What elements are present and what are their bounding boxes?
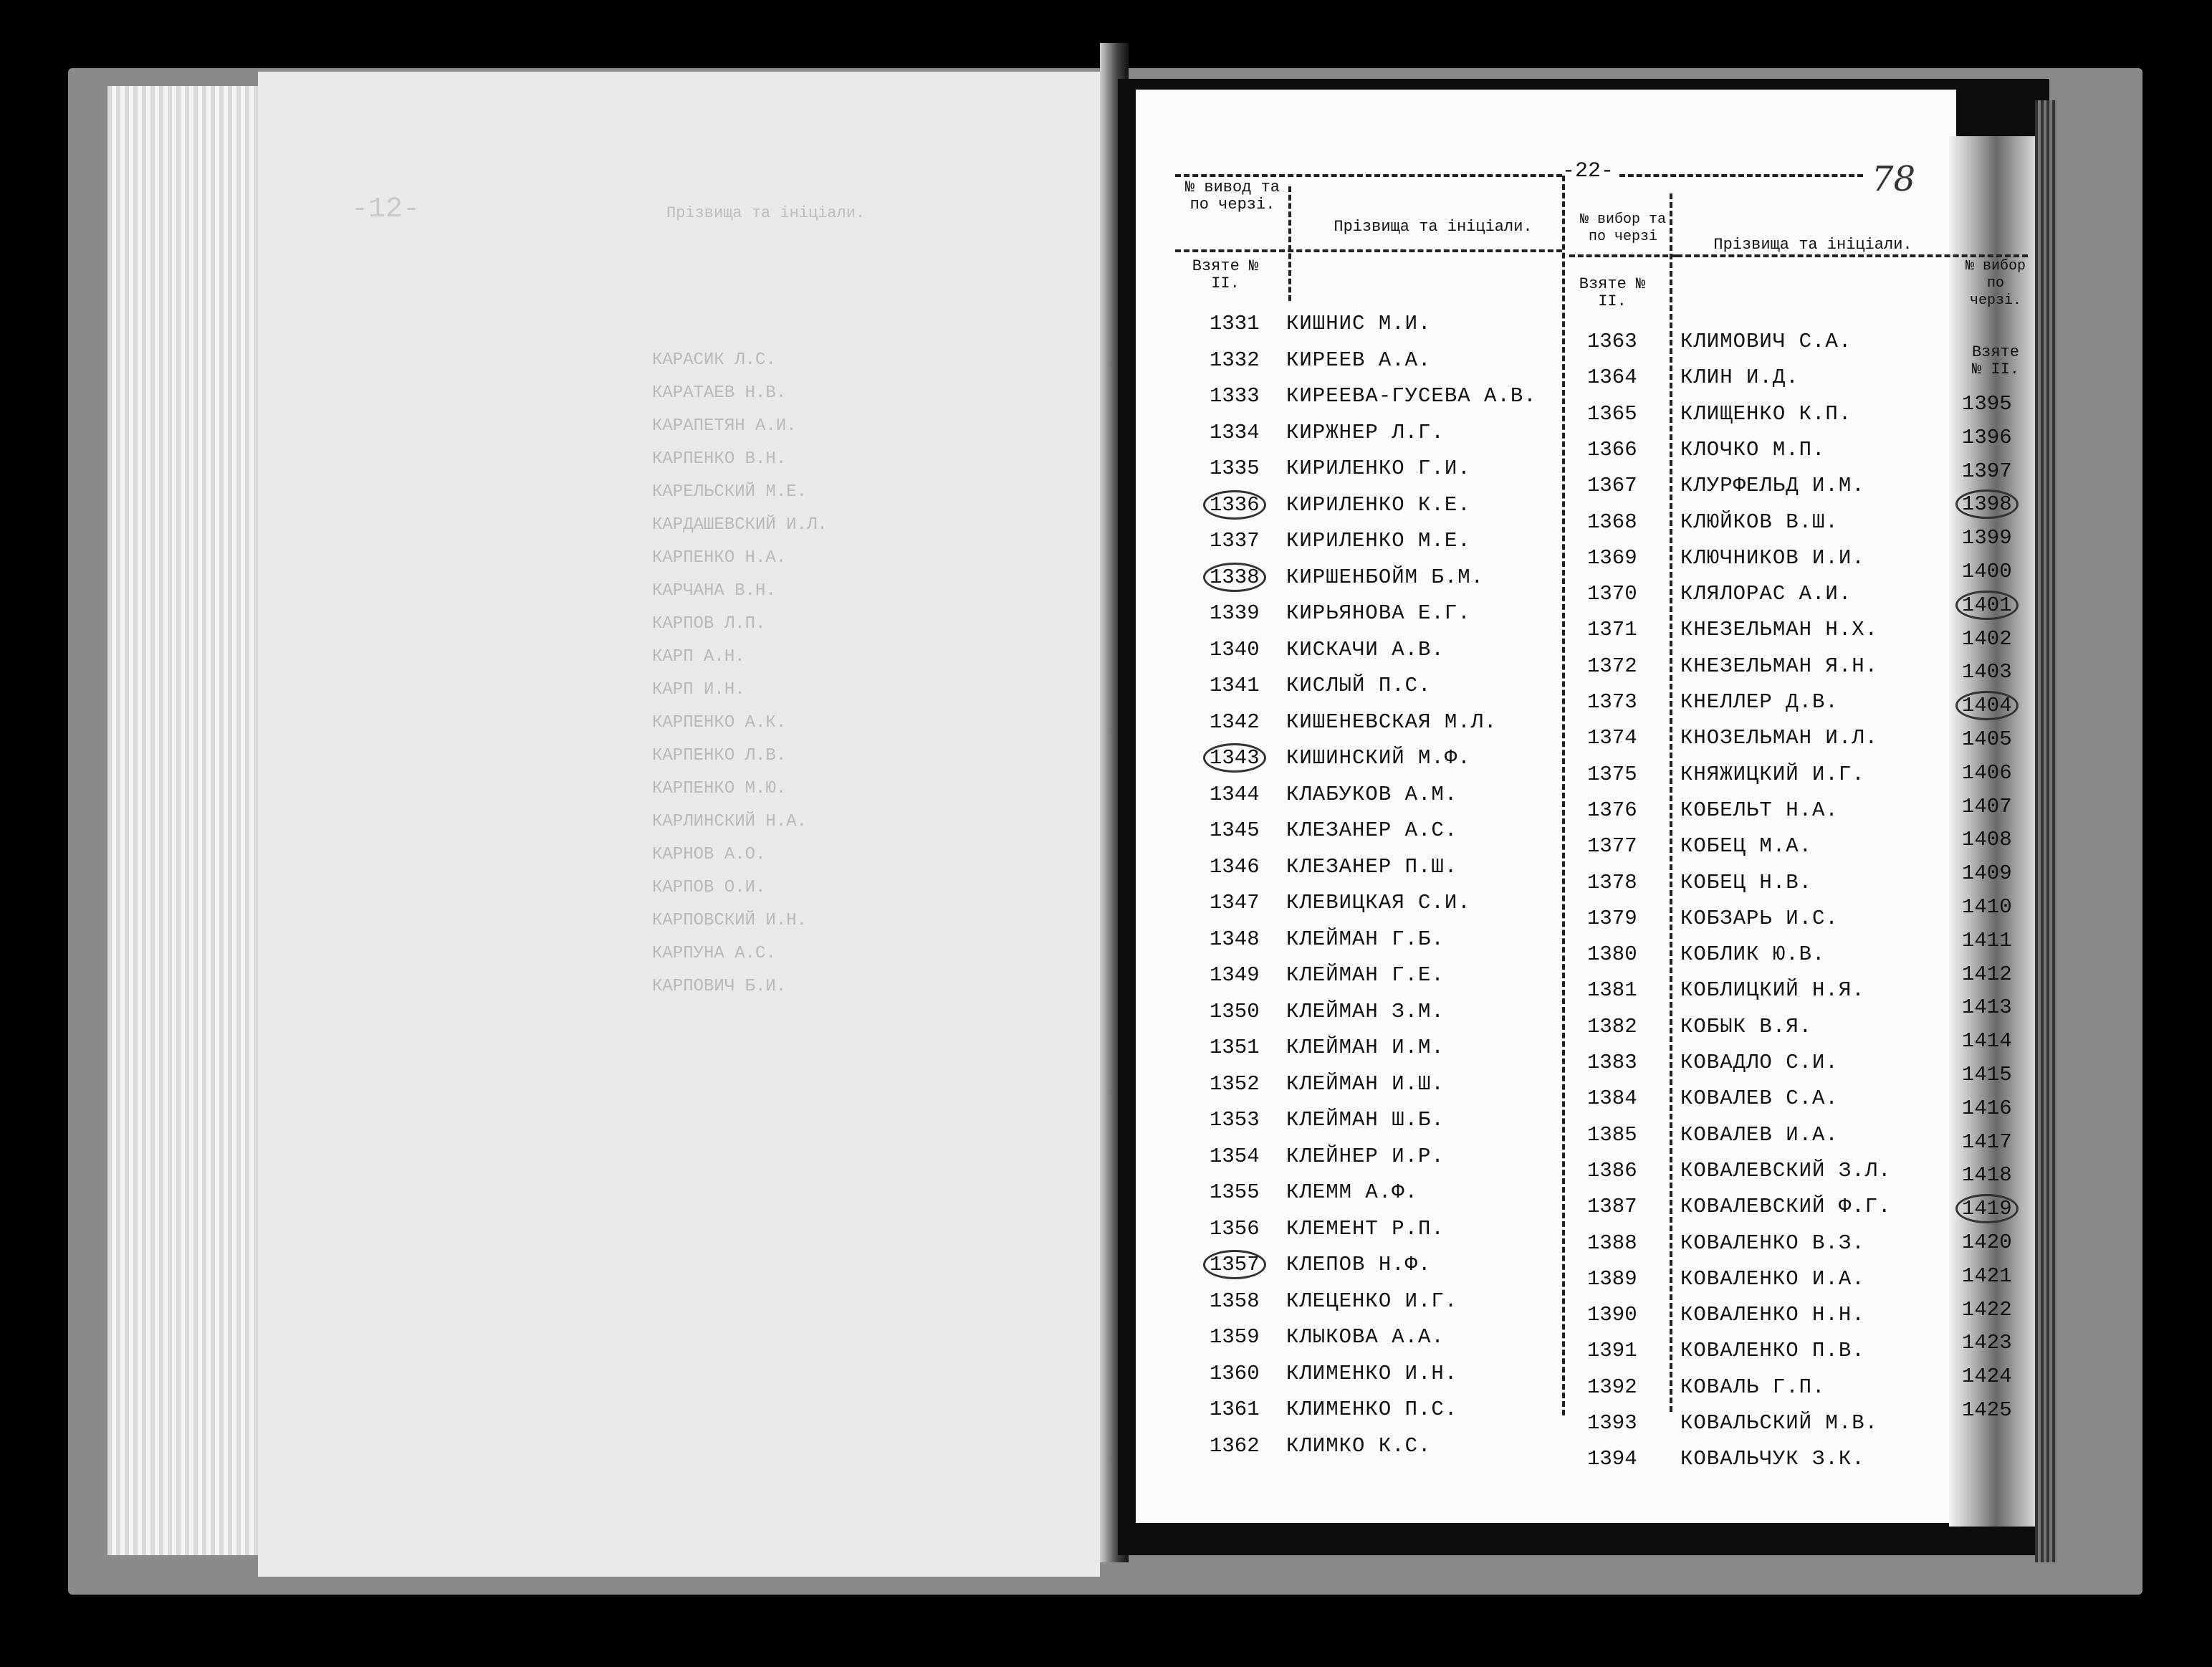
entry-number-text: 1366 xyxy=(1587,437,1637,462)
entry-number xyxy=(1587,1051,1637,1074)
entry-number-text: 1425 xyxy=(1962,1398,2012,1422)
entry-number-text: 1368 xyxy=(1587,510,1637,534)
entry-number xyxy=(1210,1036,1260,1059)
entry-name: КОВАЛЬ Г.П. xyxy=(1680,1375,1826,1399)
middle-divider xyxy=(1562,176,1565,1415)
entry-name: КИШЕНЕВСКАЯ М.Л. xyxy=(1286,710,1498,734)
entry-number xyxy=(1962,1197,2019,1221)
entry-number xyxy=(1587,654,1637,678)
entry-name: КИРИЛЕНКО М.Е. xyxy=(1286,529,1471,553)
ghost-name: КАРАТАЕВ Н.В. xyxy=(652,383,787,403)
entry-number xyxy=(1962,492,2019,516)
circled-entry-number: 1404 xyxy=(1955,691,2019,720)
entry-number-text: 1415 xyxy=(1962,1063,2012,1086)
entry-name: КЛЕММ А.Ф. xyxy=(1286,1180,1419,1204)
entry-name: КНЕЗЕЛЬМАН Н.Х. xyxy=(1680,618,1879,642)
entry-number xyxy=(1587,546,1637,570)
entry-name: КЛЯЛОРАС А.И. xyxy=(1680,582,1852,606)
col1-divider xyxy=(1288,186,1291,301)
entry-name: КЛЕВИЦКАЯ С.И. xyxy=(1286,891,1471,914)
entry-number xyxy=(1587,726,1637,750)
entry-number-text: 1374 xyxy=(1587,726,1637,750)
entry-number-text: 1363 xyxy=(1587,330,1637,353)
header-top-rule-right xyxy=(1619,174,1863,177)
entry-number-text: 1406 xyxy=(1962,760,2012,785)
entry-number xyxy=(1962,694,2019,717)
entry-name: КИСЛЫЙ П.С. xyxy=(1286,674,1432,697)
entry-number-text: 1365 xyxy=(1587,401,1637,426)
entry-number-text: 1395 xyxy=(1962,392,2012,416)
ghost-name: КАРЧАНА В.Н. xyxy=(652,581,776,601)
entry-number-text: 1372 xyxy=(1587,654,1637,678)
entry-number-text: 1332 xyxy=(1210,348,1260,372)
entry-number-text: 1393 xyxy=(1587,1411,1637,1435)
entry-number-text: 1352 xyxy=(1210,1071,1260,1096)
entry-number-text: 1411 xyxy=(1962,928,2012,952)
entry-name: КИШИНСКИЙ М.Ф. xyxy=(1286,746,1471,770)
entry-name: КЛИМКО К.С. xyxy=(1286,1433,1432,1458)
entry-number-text: 1349 xyxy=(1210,963,1260,987)
entry-number xyxy=(1962,1163,2012,1187)
entry-number xyxy=(1587,907,1637,930)
entry-number xyxy=(1210,1108,1260,1132)
entry-number xyxy=(1587,763,1637,786)
entry-number xyxy=(1210,674,1260,697)
circled-entry-number: 1343 xyxy=(1203,743,1266,773)
entry-name: КЛИМЕНКО И.Н. xyxy=(1286,1361,1458,1385)
entry-name: КОВАЛЬСКИЙ М.В. xyxy=(1680,1411,1879,1435)
entry-name: КОВАЛЕВ И.А. xyxy=(1680,1122,1839,1147)
entry-number-text: 1405 xyxy=(1962,727,2012,751)
page-number: -22- xyxy=(1562,159,1614,183)
entry-name: КОБЫК В.Я. xyxy=(1680,1014,1813,1038)
entry-name: КОВАЛЕНКО И.А. xyxy=(1680,1266,1865,1291)
entry-number-text: 1348 xyxy=(1210,927,1260,951)
entry-number xyxy=(1962,963,2012,986)
entry-number-text: 1388 xyxy=(1587,1231,1637,1255)
ghost-name: КАРАПЕТЯН А.И. xyxy=(652,416,797,436)
entry-number-text: 1331 xyxy=(1210,312,1260,335)
entry-number-text: 1412 xyxy=(1962,962,2012,986)
entry-number-text: 1362 xyxy=(1210,1433,1260,1458)
entry-name: КИСКАЧИ А.В. xyxy=(1286,637,1445,661)
entry-number xyxy=(1587,1086,1637,1110)
entry-number xyxy=(1962,1264,2012,1288)
entry-name: КОБЛИЦКИЙ Н.Я. xyxy=(1680,978,1865,1003)
entry-name: КИРЕЕВ А.А. xyxy=(1286,348,1432,372)
entry-number-text: 1396 xyxy=(1962,425,2012,449)
entry-name: КИРЖНЕР Л.Г. xyxy=(1286,420,1445,444)
entry-number-text: 1369 xyxy=(1587,545,1637,570)
entry-number xyxy=(1210,891,1260,914)
entry-name: КИРИЛЕНКО Г.И. xyxy=(1286,457,1471,480)
entry-number xyxy=(1587,1339,1637,1362)
entry-number xyxy=(1962,895,2012,919)
ghost-name: КАРПОВ Л.П. xyxy=(652,614,766,634)
entry-number xyxy=(1210,1289,1260,1313)
circled-entry-number: 1398 xyxy=(1955,489,2019,519)
ghost-name: КАРПЕНКО Н.А. xyxy=(652,548,787,568)
entry-name: КОБЕЦ Н.В. xyxy=(1680,870,1813,894)
entry-number xyxy=(1210,529,1260,553)
entry-number xyxy=(1587,366,1637,389)
entry-number-text: 1347 xyxy=(1210,891,1260,914)
right-page-edges xyxy=(2035,100,2057,1562)
entry-number xyxy=(1587,438,1637,462)
entry-name: КЛЕПОВ Н.Ф. xyxy=(1286,1253,1432,1276)
ghost-name: КАРПОВСКИЙ И.Н. xyxy=(652,911,808,930)
entry-number xyxy=(1587,871,1637,894)
entry-name: КЛЮЙКОВ В.Ш. xyxy=(1680,510,1839,534)
entry-number xyxy=(1587,798,1637,822)
ghost-name: КАРПОВ О.И. xyxy=(652,878,766,897)
entry-number-text: 1409 xyxy=(1962,861,2012,886)
entry-number-text: 1345 xyxy=(1210,818,1260,842)
circled-entry-number: 1336 xyxy=(1203,490,1266,520)
entry-name: КЛУРФЕЛЬД И.М. xyxy=(1680,474,1865,498)
col3-header-sub: Взяте № II. xyxy=(1579,275,1646,310)
entry-name: КЛЮЧНИКОВ И.И. xyxy=(1680,545,1865,570)
entry-number-text: 1407 xyxy=(1962,794,2012,818)
entry-number xyxy=(1962,1029,2012,1053)
entry-number-text: 1379 xyxy=(1587,906,1637,930)
ghost-text-area xyxy=(258,72,1100,1577)
entry-number xyxy=(1962,560,2012,583)
entry-name: КЛЕЗАНЕР А.С. xyxy=(1286,818,1458,842)
entry-number xyxy=(1962,929,2012,952)
entry-number-text: 1400 xyxy=(1962,560,2012,583)
entry-number xyxy=(1210,1000,1260,1023)
entry-number xyxy=(1210,384,1260,408)
entry-number xyxy=(1210,565,1266,589)
entry-number xyxy=(1587,1267,1637,1291)
entry-number xyxy=(1587,510,1637,534)
entry-name: КОВАЛЬЧУК З.К. xyxy=(1680,1447,1865,1471)
entry-number-text: 1339 xyxy=(1210,601,1260,625)
entry-name: КЛЕМЕНТ Р.П. xyxy=(1286,1216,1445,1241)
entry-name: КЛИМОВИЧ С.А. xyxy=(1680,330,1852,353)
entry-number-text: 1416 xyxy=(1962,1096,2012,1120)
entry-number-text: 1421 xyxy=(1962,1264,2012,1288)
header-mid-rule xyxy=(1175,249,1562,252)
entry-number xyxy=(1210,457,1260,480)
entry-number-text: 1350 xyxy=(1210,999,1260,1023)
entry-number xyxy=(1587,582,1637,606)
entry-number xyxy=(1962,526,2012,550)
entry-number xyxy=(1587,618,1637,641)
entry-number-text: 1333 xyxy=(1210,384,1260,408)
col5-header-sub: Взяте № II. xyxy=(1971,343,2019,378)
entry-number xyxy=(1210,601,1260,625)
entry-number xyxy=(1210,1362,1260,1385)
entry-name: КОВАЛЕНКО В.З. xyxy=(1680,1231,1865,1255)
entry-number-text: 1358 xyxy=(1210,1289,1260,1313)
entry-number xyxy=(1962,795,2012,818)
entry-number-text: 1392 xyxy=(1587,1375,1637,1399)
entry-name: КОВАЛЕВ С.А. xyxy=(1680,1086,1839,1111)
header-top-rule xyxy=(1175,174,1562,177)
entry-name: КНЯЖИЦКИЙ И.Г. xyxy=(1680,762,1865,786)
entry-number xyxy=(1210,818,1260,842)
entry-number-text: 1382 xyxy=(1587,1014,1637,1038)
ghost-page-number: -12- xyxy=(351,194,421,226)
entry-number xyxy=(1587,942,1637,966)
entry-number-text: 1375 xyxy=(1587,762,1637,786)
entry-number xyxy=(1587,1159,1637,1183)
entry-number-text: 1399 xyxy=(1962,526,2012,550)
entry-number-text: 1370 xyxy=(1587,582,1637,606)
entry-number-text: 1397 xyxy=(1962,459,2012,483)
entry-number-text: 1384 xyxy=(1587,1086,1637,1111)
entry-number-text: 1335 xyxy=(1210,457,1260,480)
entry-number-text: 1420 xyxy=(1962,1231,2012,1254)
entry-name: КЛЕЙМАН И.М. xyxy=(1286,1036,1445,1059)
ghost-name: КАРПЕНКО В.Н. xyxy=(652,449,787,469)
entry-number xyxy=(1587,834,1637,858)
entry-number-text: 1361 xyxy=(1210,1398,1260,1421)
ghost-name: КАРЛИНСКИЙ Н.А. xyxy=(652,812,808,831)
entry-number xyxy=(1587,402,1637,426)
entry-number xyxy=(1962,459,2012,483)
entry-name: КЛЕЙМАН Г.Е. xyxy=(1286,963,1445,987)
ghost-name: КАРП И.Н. xyxy=(652,680,745,699)
entry-number xyxy=(1962,1298,2012,1322)
entry-name: КНОЗЕЛЬМАН И.Л. xyxy=(1680,726,1879,750)
entry-number-text: 1353 xyxy=(1210,1108,1260,1132)
entry-number xyxy=(1210,1180,1260,1204)
entry-number-text: 1394 xyxy=(1587,1447,1637,1471)
header-mid-rule-col4 xyxy=(1677,254,2028,257)
entry-number xyxy=(1962,727,2012,751)
entry-number-text: 1423 xyxy=(1962,1331,2012,1355)
entry-number xyxy=(1210,421,1260,444)
entry-number xyxy=(1587,978,1637,1002)
entry-number xyxy=(1962,392,2012,416)
entry-number-text: 1371 xyxy=(1587,618,1637,642)
header-mid-rule-col3 xyxy=(1569,254,1677,257)
entry-name: КЛЕЙНЕР И.Р. xyxy=(1286,1144,1445,1168)
entry-name: КОВАЛЕВСКИЙ Ф.Г. xyxy=(1680,1195,1892,1219)
entry-number-text: 1376 xyxy=(1587,798,1637,822)
entry-name: КЛЕЗАНЕР П.Ш. xyxy=(1286,854,1458,879)
left-page-overlay-sheet xyxy=(258,72,1100,1577)
entry-number-text: 1390 xyxy=(1587,1303,1637,1327)
ghost-name: КАРПЕНКО М.Ю. xyxy=(652,779,787,798)
entry-name: КЛЕЙМАН Ш.Б. xyxy=(1286,1108,1445,1132)
entry-number-text: 1334 xyxy=(1210,420,1260,444)
entry-number xyxy=(1587,1375,1637,1399)
entry-number xyxy=(1962,1365,2012,1388)
entry-number-text: 1385 xyxy=(1587,1122,1637,1147)
entry-number-text: 1383 xyxy=(1587,1051,1637,1074)
col4-header: Прізвища та ініціали. xyxy=(1713,236,1912,254)
entry-name: КОБЛИК Ю.В. xyxy=(1680,942,1826,967)
entry-number-text: 1402 xyxy=(1962,626,2012,651)
entry-number xyxy=(1210,1145,1260,1168)
entry-number xyxy=(1210,312,1260,335)
circled-entry-number: 1401 xyxy=(1955,591,2019,620)
ghost-header: Прізвища та ініціали. xyxy=(666,204,866,222)
entry-number-text: 1408 xyxy=(1962,828,2012,852)
entry-number-text: 1344 xyxy=(1210,782,1260,806)
col3-header-title: № вибор та по черзі xyxy=(1579,211,1667,245)
entry-number xyxy=(1962,593,2019,617)
entry-number xyxy=(1587,1303,1637,1327)
entry-number xyxy=(1587,1411,1637,1435)
entry-name: КОВАЛЕНКО Н.Н. xyxy=(1680,1303,1865,1327)
entry-number xyxy=(1210,963,1260,987)
entry-name: КОБЗАРЬ И.С. xyxy=(1680,906,1839,930)
entry-number xyxy=(1210,1434,1260,1458)
entry-number xyxy=(1210,855,1260,879)
entry-name: КОБЕЦ М.А. xyxy=(1680,834,1813,859)
entry-number xyxy=(1210,746,1266,770)
entry-number-text: 1389 xyxy=(1587,1266,1637,1291)
entry-number-text: 1414 xyxy=(1962,1029,2012,1054)
entry-number-text: 1351 xyxy=(1210,1036,1260,1059)
entry-name: КНЕЗЕЛЬМАН Я.Н. xyxy=(1680,654,1879,678)
entry-number xyxy=(1210,1072,1260,1096)
entry-number xyxy=(1962,1398,2012,1422)
entry-number-text: 1424 xyxy=(1962,1365,2012,1389)
entry-number-text: 1360 xyxy=(1210,1361,1260,1385)
entry-number-text: 1380 xyxy=(1587,942,1637,967)
entry-name: КИРИЛЕНКО К.Е. xyxy=(1286,492,1471,517)
entry-number-text: 1340 xyxy=(1210,637,1260,661)
entry-name: КНЕЛЛЕР Д.В. xyxy=(1680,690,1839,714)
entry-name: КЛОЧКО М.П. xyxy=(1680,437,1826,462)
entry-number xyxy=(1587,330,1637,353)
entry-number-text: 1355 xyxy=(1210,1180,1260,1204)
circled-entry-number: 1419 xyxy=(1955,1194,2019,1223)
entry-number-text: 1354 xyxy=(1210,1144,1260,1168)
entry-number xyxy=(1962,761,2012,785)
entry-number xyxy=(1210,1398,1260,1421)
entry-number-text: 1342 xyxy=(1210,710,1260,734)
ghost-name: КАРПЕНКО А.К. xyxy=(652,713,787,732)
entry-number xyxy=(1210,638,1260,661)
entry-number-text: 1356 xyxy=(1210,1216,1260,1241)
ghost-name: КАРПЕНКО Л.В. xyxy=(652,746,787,765)
ghost-name: КАРПУНА А.С. xyxy=(652,944,776,963)
entry-number xyxy=(1587,1015,1637,1038)
entry-number xyxy=(1962,627,2012,651)
entry-number xyxy=(1962,1130,2012,1154)
col2-header: Прізвища та ініціали. xyxy=(1334,218,1533,236)
entry-number xyxy=(1587,1195,1637,1218)
entry-name: КИШНИС М.И. xyxy=(1286,312,1432,335)
entry-number xyxy=(1962,426,2012,449)
ghost-name-list xyxy=(652,344,828,1003)
col1-header-sub: Взяте № II. xyxy=(1192,257,1259,292)
entry-name: КИРШЕНБОЙМ Б.М. xyxy=(1286,565,1485,589)
entry-number xyxy=(1962,861,2012,885)
entry-number xyxy=(1587,1231,1637,1255)
ghost-name: КАРНОВ А.О. xyxy=(652,845,766,864)
entry-number-text: 1410 xyxy=(1962,895,2012,919)
ghost-name: КАРП А.Н. xyxy=(652,647,745,667)
entry-number-text: 1341 xyxy=(1210,674,1260,697)
entry-number-text: 1377 xyxy=(1587,834,1637,859)
entry-number-text: 1364 xyxy=(1587,366,1637,390)
entry-name: КОВАЛЕНКО П.В. xyxy=(1680,1339,1865,1363)
entry-number-text: 1381 xyxy=(1587,978,1637,1003)
entry-name: КОВАДЛО С.И. xyxy=(1680,1051,1839,1074)
ghost-name: КАРАСИК Л.С. xyxy=(652,350,776,370)
col5-header-title: № вибор по черзі. xyxy=(1965,258,2026,309)
ghost-name: КАРЕЛЬСКИЙ М.Е. xyxy=(652,482,808,502)
circled-entry-number: 1338 xyxy=(1203,563,1266,592)
entry-number-text: 1413 xyxy=(1962,995,2012,1020)
entry-number-text: 1346 xyxy=(1210,854,1260,879)
entry-number xyxy=(1962,1331,2012,1355)
entry-number-text: 1367 xyxy=(1587,474,1637,498)
entry-name: КЛИН И.Д. xyxy=(1680,366,1799,390)
entry-number xyxy=(1587,1447,1637,1471)
entry-number xyxy=(1210,1217,1260,1241)
circled-entry-number: 1357 xyxy=(1203,1250,1266,1279)
entry-name: КИРЕЕВА-ГУСЕВА А.В. xyxy=(1286,384,1537,408)
entry-number-text: 1417 xyxy=(1962,1129,2012,1154)
entry-name: КЛЕЙМАН И.Ш. xyxy=(1286,1071,1445,1096)
entry-number xyxy=(1587,690,1637,714)
entry-name: КОВАЛЕВСКИЙ З.Л. xyxy=(1680,1158,1892,1183)
entry-name: КИРЬЯНОВА Е.Г. xyxy=(1286,601,1471,625)
entry-name: КЛИМЕНКО П.С. xyxy=(1286,1398,1458,1421)
entry-number xyxy=(1210,1325,1260,1349)
entry-number xyxy=(1210,1253,1266,1276)
entry-number xyxy=(1210,927,1260,951)
entry-number xyxy=(1962,1097,2012,1120)
entry-name: КОБЕЛЬТ Н.А. xyxy=(1680,798,1839,822)
entry-name: КЛИЩЕНКО К.П. xyxy=(1680,401,1852,426)
entry-number-text: 1418 xyxy=(1962,1163,2012,1188)
entry-number xyxy=(1210,783,1260,806)
entry-number-text: 1391 xyxy=(1587,1339,1637,1363)
entry-number xyxy=(1587,474,1637,497)
archive-stamp-number: 78 xyxy=(1872,159,1916,199)
entry-number-text: 1403 xyxy=(1962,660,2012,684)
entry-number xyxy=(1962,1231,2012,1254)
entry-number xyxy=(1962,660,2012,684)
entry-number-text: 1386 xyxy=(1587,1158,1637,1183)
entry-name: КЛЕЦЕНКО И.Г. xyxy=(1286,1289,1458,1313)
entry-name: КЛАБУКОВ А.М. xyxy=(1286,782,1458,806)
entry-number-text: 1359 xyxy=(1210,1325,1260,1349)
ghost-name: КАРДАШЕВСКИЙ И.Л. xyxy=(652,515,828,535)
entry-number xyxy=(1962,1063,2012,1086)
entry-number xyxy=(1962,828,2012,851)
entry-name: КЛЕЙМАН З.М. xyxy=(1286,999,1445,1023)
entry-name: КЛЕЙМАН Г.Б. xyxy=(1286,927,1445,951)
entry-number xyxy=(1210,710,1260,734)
entry-number xyxy=(1210,348,1260,372)
entry-number-text: 1422 xyxy=(1962,1297,2012,1322)
col1-header-title: № вивод та по черзі. xyxy=(1184,178,1280,214)
entry-number xyxy=(1210,493,1266,517)
entry-number xyxy=(1962,995,2012,1019)
entry-name: КЛЫКОВА А.А. xyxy=(1286,1325,1445,1349)
entry-number-text: 1337 xyxy=(1210,529,1260,553)
entry-number xyxy=(1587,1123,1637,1147)
entry-number-text: 1378 xyxy=(1587,870,1637,894)
col3-divider xyxy=(1670,194,1672,1412)
entry-number-text: 1373 xyxy=(1587,690,1637,714)
entry-number-text: 1387 xyxy=(1587,1195,1637,1219)
ghost-name: КАРПОВИЧ Б.И. xyxy=(652,977,787,996)
